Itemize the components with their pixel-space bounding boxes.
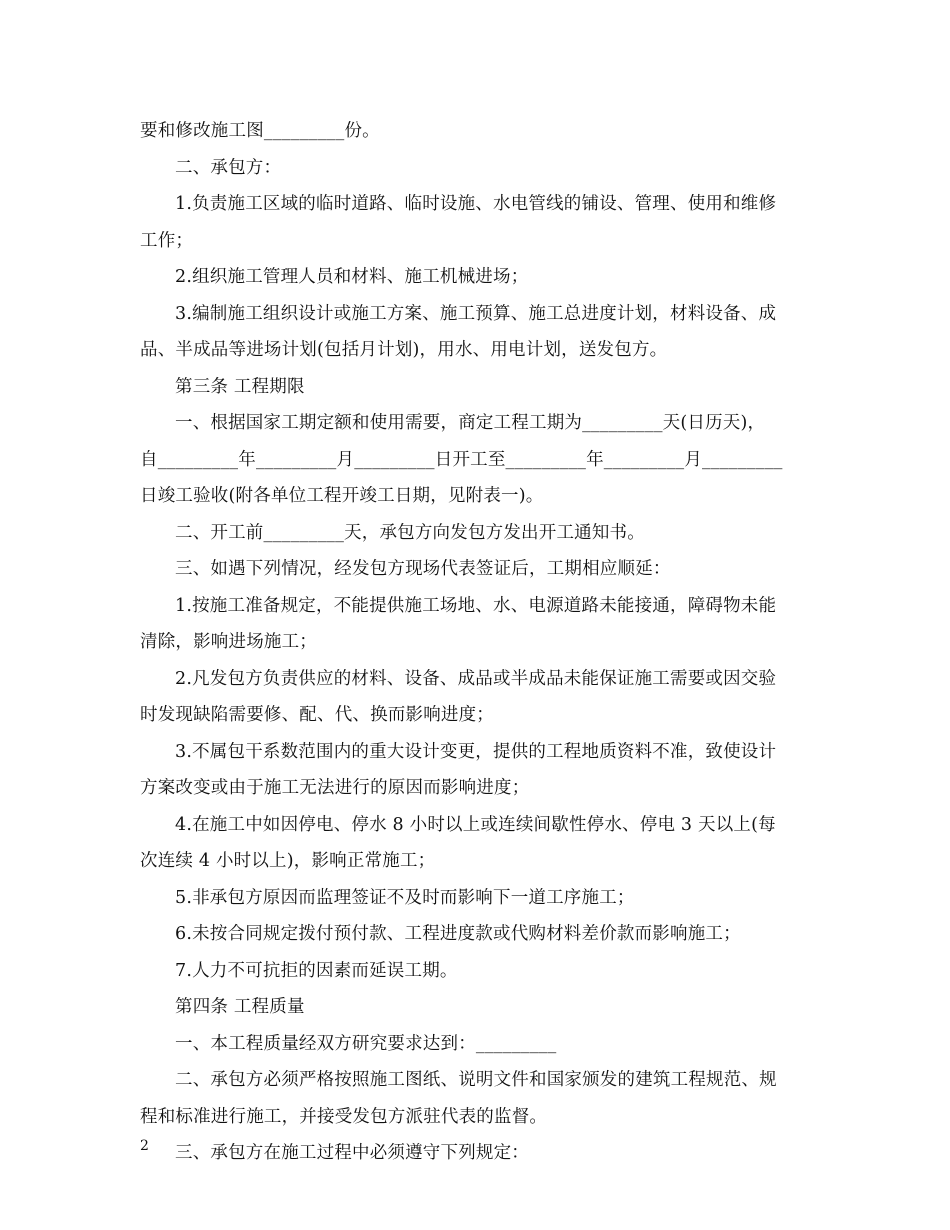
text-line: 程和标准进行施工，并接受发包方派驻代表的监督。	[140, 1106, 548, 1127]
text-line: 二、开工前_________天，承包方向发包方发出开工通知书。	[175, 522, 645, 543]
text-line: 日竣工验收(附各单位工程开竣工日期，见附表一)。	[140, 486, 544, 506]
text-line: 自_________年_________月_________日开工至_________年_________月_________	[140, 449, 783, 470]
text-line: 次连续 4 小时以上)，影响正常施工；	[140, 851, 436, 871]
text-line: 3.编制施工组织设计或施工方案、施工预算、施工总进度计划，材料设备、成	[175, 303, 777, 324]
text-line: 二、承包方：	[175, 157, 282, 178]
section-heading: 第三条 工程期限	[175, 376, 305, 397]
text-line: 1.按施工准备规定，不能提供施工场地、水、电源道路未能接通，障碍物未能	[175, 595, 777, 616]
text-line: 5.非承包方原因而监理签证不及时而影响下一道工序施工；	[175, 887, 635, 908]
text-line: 一、根据国家工期定额和使用需要，商定工程工期为_________天(日历天)，	[175, 413, 766, 433]
text-line: 清除，影响进场施工；	[140, 632, 317, 652]
document-body	[140, 113, 812, 1172]
text-line: 4.在施工中如因停电、停水 8 小时以上或连续间歇性停水、停电 3 天以上(每	[175, 814, 776, 835]
text-line: 7.人力不可抗拒的因素而延误工期。	[175, 960, 458, 981]
page-number: 2	[140, 1138, 149, 1154]
text-line: 方案改变或由于施工无法进行的原因而影响进度；	[140, 778, 530, 798]
text-line: 工作；	[140, 230, 194, 251]
text-line: 三、如遇下列情况，经发包方现场代表签证后，工期相应顺延：	[175, 559, 671, 579]
text-line: 三、承包方在施工过程中必须遵守下列规定：	[175, 1143, 529, 1163]
text-line: 2.凡发包方负责供应的材料、设备、成品或半成品未能保证施工需要或因交验	[175, 668, 777, 689]
text-line: 3.不属包干系数范围内的重大设计变更，提供的工程地质资料不准，致使设计	[175, 741, 777, 762]
text-line: 二、承包方必须严格按照施工图纸、说明文件和国家颁发的建筑工程规范、规	[175, 1070, 777, 1090]
text-line: 6.未按合同规定拨付预付款、工程进度款或代购材料差价款而影响施工；	[175, 924, 741, 944]
text-line: 要和修改施工图_________份。	[140, 121, 380, 141]
section-heading: 第四条 工程质量	[175, 997, 305, 1017]
text-line: 1.负责施工区域的临时道路、临时设施、水电管线的铺设、管理、使用和维修	[175, 194, 777, 214]
text-line: 一、本工程质量经双方研究要求达到：_________	[175, 1033, 557, 1054]
text-line: 品、半成品等进场计划(包括月计划)，用水、用电计划，送发包方。	[140, 340, 668, 360]
text-line: 时发现缺陷需要修、配、代、换而影响进度；	[140, 705, 494, 725]
text-line: 2.组织施工管理人员和材料、施工机械进场；	[175, 267, 529, 287]
